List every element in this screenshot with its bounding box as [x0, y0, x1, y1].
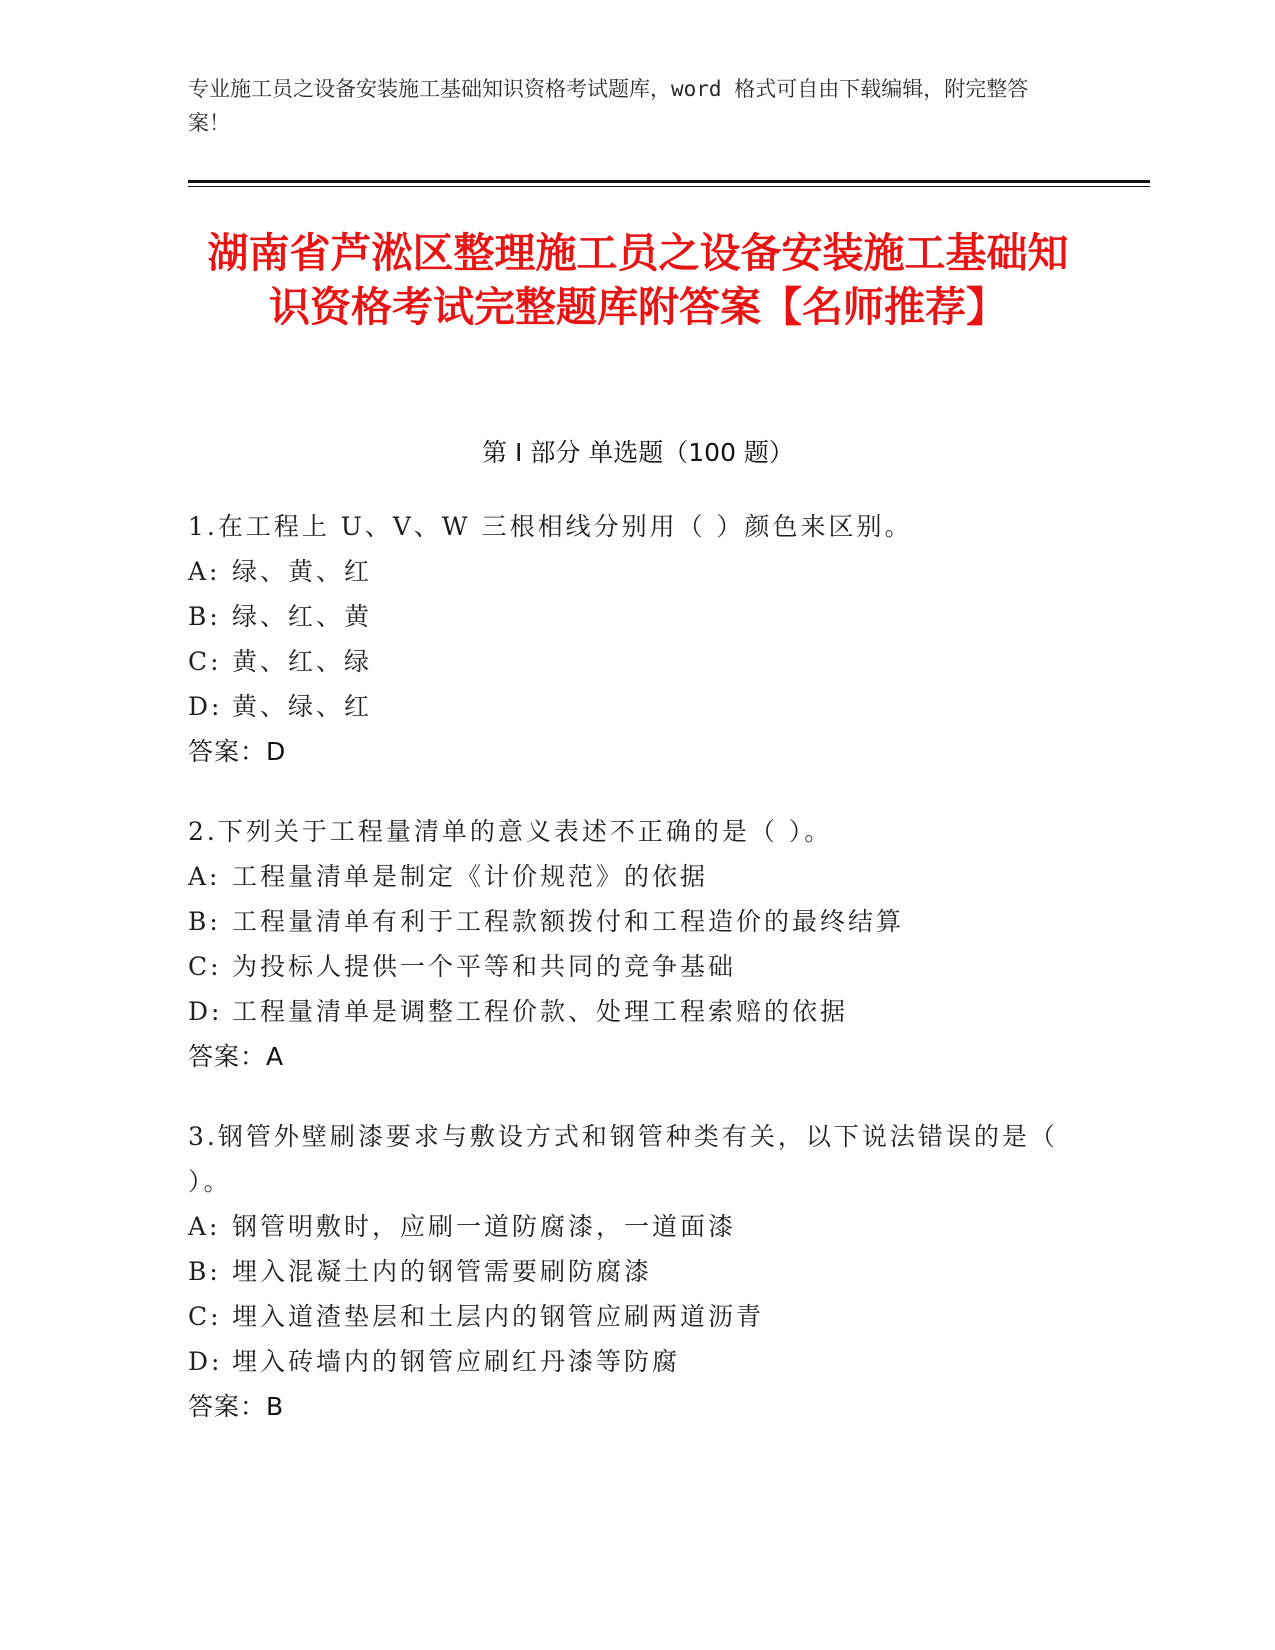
- option-key: A:: [188, 557, 221, 586]
- option-a: [188, 854, 1068, 899]
- option-d: [188, 1339, 1068, 1384]
- option-c: [188, 1294, 1068, 1339]
- option-d: [188, 684, 1068, 729]
- option-key: B:: [188, 1257, 221, 1286]
- option-text: 绿、黄、红: [232, 557, 373, 586]
- header-divider-thin: [188, 186, 1150, 187]
- option-text: 工程量清单有利于工程款额拨付和工程造价的最终结算: [232, 907, 905, 936]
- option-d: [188, 989, 1068, 1034]
- option-text: 工程量清单是制定《计价规范》的依据: [232, 862, 709, 891]
- option-text: 黄、绿、红: [232, 692, 373, 721]
- option-b: [188, 594, 1068, 639]
- option-text: 埋入砖墙内的钢管应刷红丹漆等防腐: [232, 1347, 681, 1376]
- header-note: 专业施工员之设备安装施工基础知识资格考试题库，word 格式可自由下载编辑，附完整答案！: [188, 77, 1029, 135]
- question-2: [188, 809, 1068, 1079]
- option-b: [188, 1249, 1068, 1294]
- option-key: A:: [188, 1212, 221, 1241]
- option-c: [188, 639, 1068, 684]
- option-key: B:: [188, 907, 221, 936]
- header-divider-thick: [188, 180, 1150, 183]
- answer: 答案：B: [188, 1392, 285, 1421]
- section-title: 第 I 部分 单选题（100 题）: [482, 438, 794, 467]
- option-b: [188, 899, 1068, 944]
- question-stem: 3.钢管外壁刷漆要求与敷设方式和钢管种类有关，以下说法错误的是（ ）。: [188, 1122, 1058, 1196]
- option-key: D:: [188, 997, 223, 1026]
- question-3: [188, 1114, 1068, 1429]
- option-key: C:: [188, 1302, 222, 1331]
- option-a: [188, 549, 1068, 594]
- document-title: 湖南省芦淞区整理施工员之设备安装施工基础知识资格考试完整题库附答案【名师推荐】: [207, 229, 1069, 331]
- option-text: 埋入道渣垫层和土层内的钢管应刷两道沥青: [232, 1302, 765, 1331]
- question-stem: 1.在工程上 U、V、W 三根相线分别用（ ）颜色来区别。: [188, 512, 913, 541]
- option-text: 埋入混凝土内的钢管需要刷防腐漆: [232, 1257, 653, 1286]
- option-text: 工程量清单是调整工程价款、处理工程索赔的依据: [232, 997, 849, 1026]
- option-key: D:: [188, 692, 223, 721]
- question-stem: 2.下列关于工程量清单的意义表述不正确的是（ ）。: [188, 817, 833, 846]
- option-a: [188, 1204, 1068, 1249]
- option-text: 黄、红、绿: [232, 647, 373, 676]
- option-c: [188, 944, 1068, 989]
- option-text: 绿、红、黄: [232, 602, 373, 631]
- answer: 答案：D: [188, 737, 287, 766]
- option-key: A:: [188, 862, 221, 891]
- option-key: D:: [188, 1347, 223, 1376]
- answer: 答案：A: [188, 1042, 285, 1071]
- question-1: [188, 504, 1068, 774]
- option-key: C:: [188, 952, 222, 981]
- option-key: B:: [188, 602, 221, 631]
- option-text: 为投标人提供一个平等和共同的竞争基础: [232, 952, 737, 981]
- option-text: 钢管明敷时，应刷一道防腐漆，一道面漆: [232, 1212, 737, 1241]
- option-key: C:: [188, 647, 222, 676]
